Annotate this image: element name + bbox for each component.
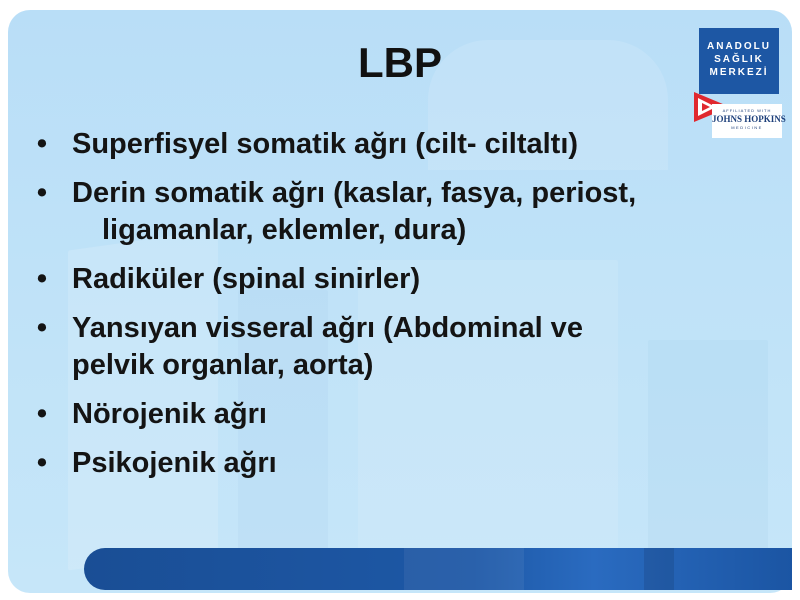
bar-stripe (404, 548, 524, 590)
logo-name-block (699, 28, 779, 94)
bullet-icon: • (36, 312, 48, 344)
logo-partner-sub: MEDICINE (731, 125, 763, 130)
bottom-decorative-bar (84, 548, 792, 590)
bullet-icon: • (36, 177, 48, 209)
bullet-icon: • (36, 447, 48, 479)
bar-stripe (644, 548, 674, 590)
bullet-text: Derin somatik ağrı (kaslar, fasya, periost, (72, 177, 637, 209)
bullet-text: Radiküler (spinal sinirler) (72, 263, 421, 295)
bullet-item (28, 126, 778, 163)
logo-affiliation-text: AFFILIATED WITH (722, 108, 772, 113)
logo-line: ANADOLU (707, 41, 771, 52)
logo-line: MERKEZİ (709, 67, 769, 78)
bullet-text: Psikojenik ağrı (72, 447, 277, 479)
bullet-icon: • (36, 398, 48, 430)
bullet-text: Nörojenik ağrı (72, 398, 267, 430)
bullet-text-continuation: ligamanlar, eklemler, dura) (102, 214, 467, 246)
logo-partner-name: JOHNS HOPKINS (712, 114, 786, 124)
bullet-item (28, 261, 778, 298)
bullet-text: Yansıyan visseral ağrı (Abdominal ve (72, 312, 583, 344)
bullet-item (28, 396, 778, 433)
hospital-logo (694, 18, 784, 140)
bullet-text-continuation: pelvik organlar, aorta) (72, 349, 374, 381)
bullet-item (28, 175, 778, 249)
bullet-icon: • (36, 263, 48, 295)
bullet-list (28, 126, 778, 494)
logo-affiliation-block (712, 104, 786, 138)
bullet-item (28, 445, 778, 482)
bullet-icon: • (36, 128, 48, 160)
bullet-text: Superfisyel somatik ağrı (cilt- ciltaltı) (72, 128, 579, 160)
logo-line: SAĞLIK (714, 54, 764, 65)
bullet-item (28, 310, 778, 384)
slide-title: LBP (358, 39, 442, 86)
